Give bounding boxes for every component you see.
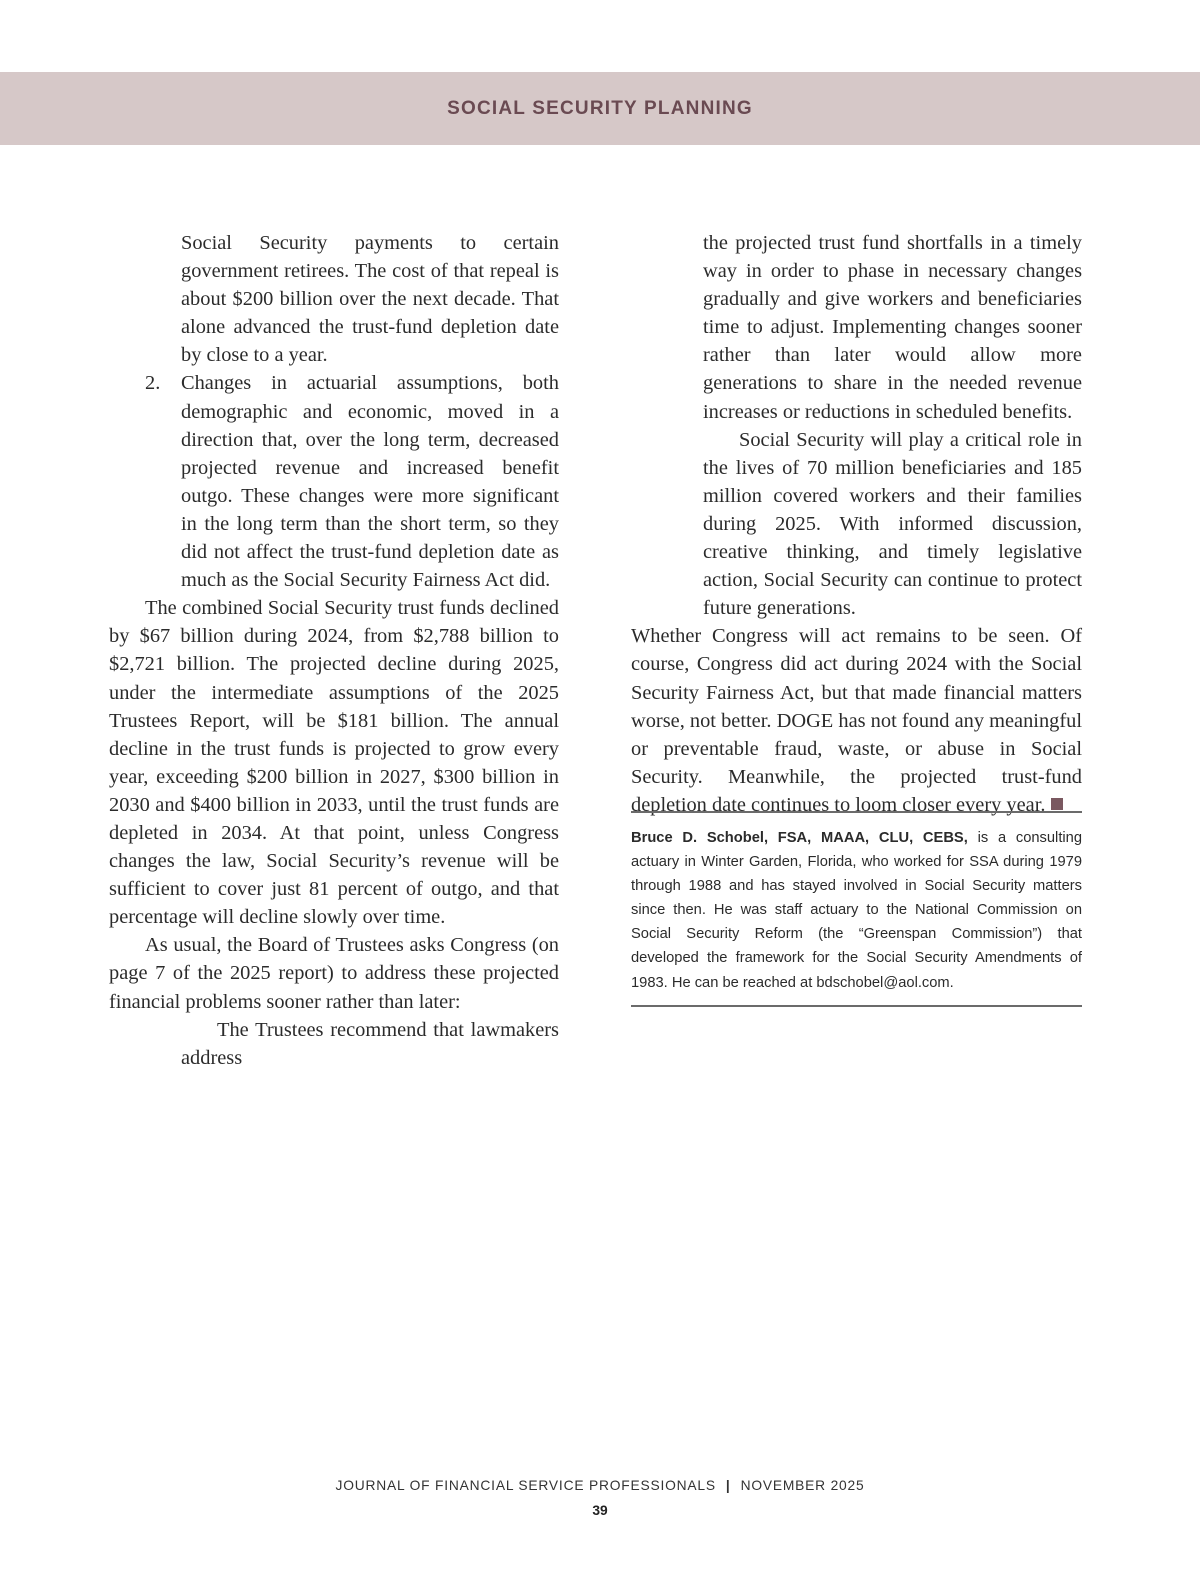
list-item-1-text: Social Security payments to certain government retirees. The cost of that repeal is about $200 billion over the next decade. That alone advanced the trust-fund depletion date by close to a year.	[181, 232, 559, 367]
block-quote-start: The Trustees recommend that lawmakers address	[181, 1018, 559, 1069]
closing-paragraph	[631, 622, 1082, 819]
block-quote-continued: the projected trust fund shortfalls in a timely way in order to phase in necessary changes gradually and give workers and beneficiaries time to adjust. Implementing changes sooner rather than later would allow more generations to share in the needed revenue increases or reductions in scheduled benefits.	[703, 232, 1082, 423]
right-column	[631, 229, 1082, 819]
end-square-icon	[1051, 798, 1063, 810]
header-band	[0, 72, 1200, 145]
list-item-1-continued	[109, 229, 559, 369]
bio-bottom-rule	[631, 1005, 1082, 1007]
author-bio	[631, 826, 1082, 995]
page-number: 39	[592, 1503, 608, 1518]
journal-name: JOURNAL OF FINANCIAL SERVICE PROFESSIONALS	[335, 1478, 716, 1493]
bio-top-rule	[631, 811, 1082, 813]
closing-paragraph-text: Whether Congress will act remains to be seen. Of course, Congress did act during 2024 with the Social Security Fairness Act, but that made financial matters worse, not better. DOGE has not found any meaningful or preventable fraud, waste, or abuse in Social Security. Meanwhile, the projected trust-fund depletion date continues to loom closer every year.	[631, 625, 1082, 816]
list-item-2-text: Changes in actuarial assumptions, both demographic and economic, moved in a direction that, over the long term, decreased projected revenue and increased benefit outgo. These changes were more significant in the long term than the short term, so they did not affect the trust-fund depletion date as much as the Social Security Fairness Act did.	[181, 372, 559, 592]
footer-separator: |	[725, 1478, 731, 1493]
author-name: Bruce D. Schobel, FSA, MAAA, CLU, CEBS,	[631, 830, 968, 846]
paragraph-trustees-request: As usual, the Board of Trustees asks Congress (on page 7 of the 2025 report) to address these projected financial problems sooner rather than later:	[109, 934, 559, 1013]
left-column	[109, 229, 559, 1072]
footer	[0, 1478, 1200, 1493]
issue-date: NOVEMBER 2025	[740, 1478, 865, 1493]
author-bio-text: is a consulting actuary in Winter Garden, Florida, who worked for SSA during 1979 through 1988 and has stayed involved in Social Security matters since then. He was staff actuary to the National Commission on Social Security Reform (the “Greenspan Commission”) that developed the framework for the Social Security Amendments of 1983. He can be reached at bdschobel@aol.com.	[631, 830, 1082, 991]
block-quote-paragraph-2: Social Security will play a critical role in the lives of 70 million beneficiaries and 185 million covered workers and their families during 2025. With informed discussion, creative thinking, and timely legislative action, Social Security can continue to protect future generations.	[703, 428, 1082, 620]
section-title: SOCIAL SECURITY PLANNING	[447, 97, 753, 119]
paragraph-trust-fund-decline: The combined Social Security trust funds declined by $67 billion during 2024, from $2,788 billion to $2,721 billion. The projected decline during 2025, under the intermediate assumptions of the 2025 Trustees Report, will be $181 billion. The annual decline in the trust funds is projected to grow every year, exceeding $200 billion in 2027, $300 billion in 2030 and $400 billion in 2033, until the trust funds are depleted in 2034. At that point, unless Congress changes the law, Social Security’s revenue will be sufficient to cover just 81 percent of outgo, and that percentage will decline slowly over time.	[109, 597, 559, 929]
list-item-2-number: 2.	[145, 372, 161, 395]
list-item-2	[109, 369, 559, 594]
